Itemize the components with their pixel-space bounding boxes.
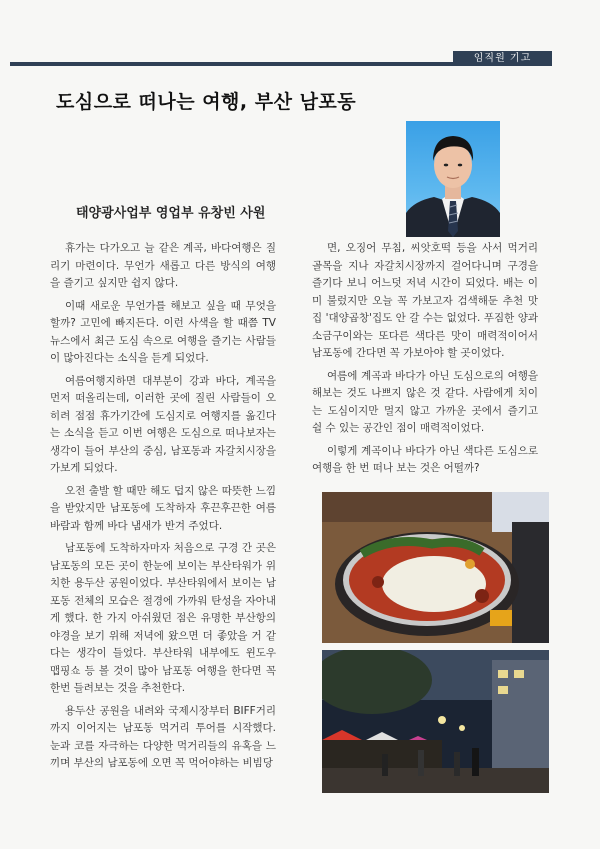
paragraph: 이렇게 계곡이나 바다가 아닌 색다른 도심으로 여행을 한 번 떠나 보는 것은 어떨까?: [312, 444, 538, 474]
portrait-image: [406, 121, 500, 237]
paragraph: 여름여행지하면 대부분이 강과 바다, 계곡을 먼저 떠올리는데, 이러한 곳에 질린 사람들이 오히려 점점 휴가기간에 도심지로 여행지를 옮긴다는 소식을 듣고 이번 여행은 도심으로 떠나보자는 생각이 들어 부산의 중심, 남포동과 자갈치시장을 가보게 되었다.: [50, 374, 276, 474]
street-photo: [322, 650, 549, 793]
article-title: 도심으로 떠나는 여행, 부산 남포동: [56, 91, 357, 113]
left-column: [50, 240, 276, 778]
section-label: 임직원 기고: [453, 51, 552, 66]
paragraph: 여름에 계곡과 바다가 아닌 도심으로의 여행을 해보는 것도 나쁘지 않은 것 같다. 사람에게 치이는 도심이지만 멀지 않고 가까운 곳에서 즐기고 쉴 수 있는 공간인 점이 매력적이었다.: [312, 369, 538, 434]
paragraph: 용두산 공원을 내려와 국제시장부터 BIFF거리까지 이어지는 남포동 먹거리 투어를 시작했다. 눈과 코를 자극하는 다양한 먹거리들의 유혹을 느끼며 부산의 남포동에 오면 꼭 먹어야하는 비빔당: [50, 704, 276, 769]
stir-fry-pan-image: [322, 492, 549, 643]
paragraph: 면, 오징어 무침, 씨앗호떡 등을 사서 먹거리 골목을 지나 자갈치시장까지 걸어다니며 구경을 즐기다 보니 어느덧 저녁 시간이 되었다. 배는 이미 불렀지만 오늘 꼭 가보고자 검색해둔 추천 맛집 '대양곱창'집도 안 갈 수는 없었다. 푸짐한 양과 소금구이와는 또다른 색다른 맛이 매력적이어서 남포동에 간다면 꼭 가보아야 할 곳이었다.: [312, 242, 538, 359]
paragraph: 이때 새로운 무언가를 해보고 싶을 때 무엇을 할까? 고민에 빠지든다. 이런 사색을 할 때쯤 TV 뉴스에서 최근 도심 속으로 여행을 즐기는 사람들이 많아진다는 소식을 듣게 되었다.: [50, 299, 276, 364]
food-photo: [322, 492, 549, 643]
author-photo: [406, 121, 500, 237]
market-street-image: [322, 650, 549, 793]
paragraph: 휴가는 다가오고 늘 같은 계곡, 바다여행은 질리기 마련이다. 무언가 새롭고 다른 방식의 여행을 즐기고 싶지만 쉽지 않다.: [50, 242, 276, 289]
paragraph: 남포동에 도착하자마자 처음으로 구경 간 곳은 남포동의 모든 곳이 한눈에 보이는 부산타워가 위치한 용두산 공원이었다. 부산타워에서 보이는 남포동 전체의 모습은 절경에 가까워 탄성을 자아내게 했다. 한 가지 아쉬웠던 점은 유명한 부산항의 야경을 보기 위해 저녁에 왔으면 더 좋았을 거 같다는 생각이 들었다. 부산타워 내부에도 윈도우 맵핑쇼 등 볼 것이 많아 남포동 여행을 한다면 꼭 한번 들려보는 것을 추천한다.: [50, 542, 276, 694]
right-column: [312, 240, 538, 483]
paragraph: 오전 출발 할 때만 해도 덥지 않은 따뜻한 느낌을 받았지만 남포동에 도착하자 후끈후끈한 여름 바람과 함께 바다 냄새가 반겨 주었다.: [50, 484, 276, 532]
author-byline: 태양광사업부 영업부 유창빈 사원: [76, 206, 266, 221]
